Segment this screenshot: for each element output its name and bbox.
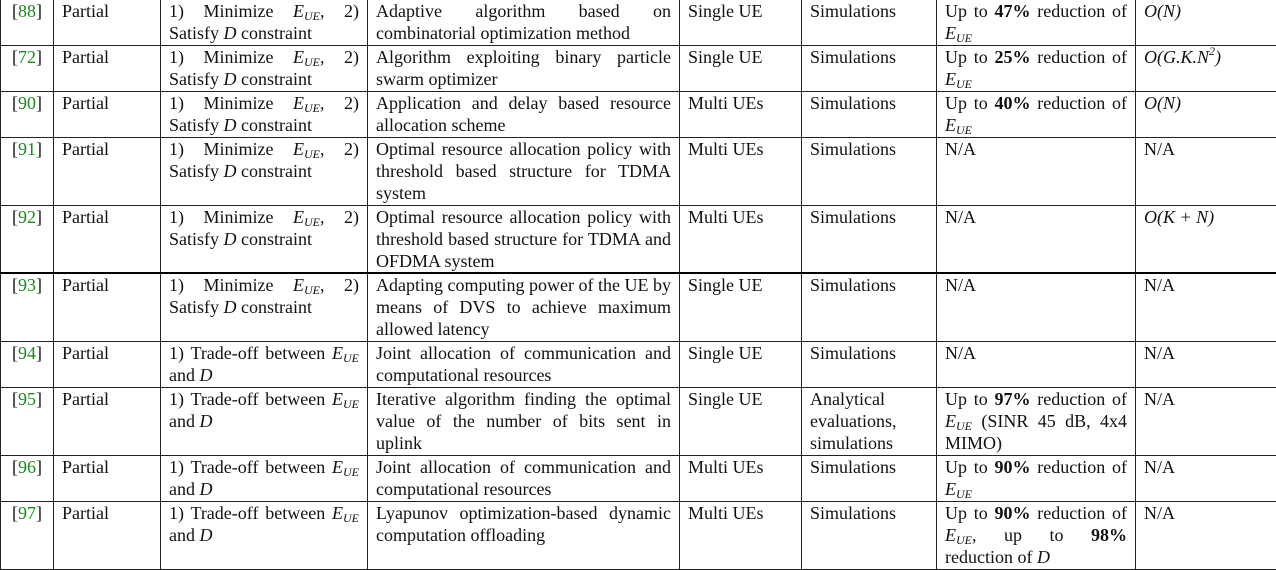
result-percentage: 90% [995, 503, 1031, 523]
result-percentage-2: 98% [1091, 525, 1127, 545]
complexity-cell [1136, 45, 1276, 91]
objective-middle: , 2) Satisfy [169, 139, 359, 181]
delay-variable: D [224, 23, 237, 43]
table-row [1, 91, 1276, 137]
complexity-exponent: 2 [1209, 45, 1215, 58]
evaluation-cell: Analytical evaluations, simulations [802, 387, 937, 455]
offloading-type-cell: Partial [54, 91, 161, 137]
objective-prefix: 1) Minimize [169, 275, 293, 295]
energy-variable: E [945, 23, 956, 43]
result-cell: N/A [937, 205, 1136, 273]
objective-suffix: constraint [237, 23, 312, 43]
scenario-cell: Single UE [680, 273, 802, 341]
citation-link[interactable]: 96 [18, 457, 36, 477]
objective-middle: and [169, 525, 200, 545]
objective-prefix: 1) Minimize [169, 1, 293, 21]
approach-cell: Adaptive algorithm based on combinatorial optimization method [368, 0, 680, 45]
result-label-2: reduction of [945, 547, 1037, 567]
energy-subscript: UE [956, 533, 972, 547]
result-prefix: Up to [945, 389, 995, 409]
energy-variable: E [293, 1, 304, 21]
complexity-value: O(N) [1144, 1, 1181, 21]
reference-cell: [72] [1, 45, 54, 91]
energy-variable: E [332, 457, 343, 477]
complexity-close: ) [1215, 47, 1221, 67]
result-label: reduction of [1031, 457, 1127, 477]
delay-variable: D [200, 525, 213, 545]
energy-variable: E [945, 411, 956, 431]
energy-variable: E [332, 389, 343, 409]
energy-subscript: UE [343, 351, 359, 365]
complexity-value: O(K + N) [1144, 207, 1214, 227]
table-row [1, 205, 1276, 273]
citation-link[interactable]: 88 [18, 1, 36, 21]
evaluation-cell: Simulations [802, 273, 937, 341]
result-label: reduction of [1031, 1, 1127, 21]
result-percentage: 90% [995, 457, 1031, 477]
objective-prefix: 1) Minimize [169, 93, 293, 113]
result-prefix: Up to [945, 503, 995, 523]
approach-cell: Optimal resource allocation policy with threshold based structure for TDMA system [368, 137, 680, 205]
objective-suffix: constraint [237, 229, 312, 249]
offloading-type-cell: Partial [54, 387, 161, 455]
energy-subscript: UE [343, 397, 359, 411]
objective-middle: and [169, 411, 200, 431]
result-label: reduction of [1031, 47, 1127, 67]
scenario-cell: Single UE [680, 387, 802, 455]
objective-suffix: constraint [237, 69, 312, 89]
result-cell: N/A [937, 341, 1136, 387]
objective-middle: , 2) Satisfy [169, 275, 359, 317]
energy-subscript: UE [304, 147, 320, 161]
objective-cell [161, 501, 368, 569]
table-row [1, 273, 1276, 341]
energy-variable: E [293, 207, 304, 227]
objective-middle: and [169, 479, 200, 499]
result-cell [937, 501, 1136, 569]
citation-link[interactable]: 93 [18, 275, 36, 295]
energy-subscript: UE [304, 101, 320, 115]
complexity-cell: N/A [1136, 273, 1276, 341]
scenario-cell: Multi UEs [680, 137, 802, 205]
offloading-type-cell: Partial [54, 45, 161, 91]
offloading-type-cell: Partial [54, 501, 161, 569]
approach-cell: Joint allocation of communication and computational resources [368, 341, 680, 387]
evaluation-cell: Simulations [802, 501, 937, 569]
evaluation-cell: Simulations [802, 341, 937, 387]
citation-link[interactable]: 94 [18, 343, 36, 363]
table-row [1, 0, 1276, 45]
objective-cell [161, 273, 368, 341]
result-cell: N/A [937, 273, 1136, 341]
table-row [1, 501, 1276, 569]
energy-variable: E [945, 115, 956, 135]
objective-prefix: 1) Minimize [169, 47, 293, 67]
table-row [1, 137, 1276, 205]
objective-suffix: constraint [237, 161, 312, 181]
objective-cell [161, 205, 368, 273]
scenario-cell: Single UE [680, 0, 802, 45]
reference-cell: [93] [1, 273, 54, 341]
complexity-value: O(G.K.N [1144, 47, 1209, 67]
complexity-cell: N/A [1136, 387, 1276, 455]
approach-cell: Application and delay based resource allocation scheme [368, 91, 680, 137]
table-row [1, 387, 1276, 455]
result-prefix: Up to [945, 93, 995, 113]
result-percentage: 25% [995, 47, 1031, 67]
delay-variable: D [224, 229, 237, 249]
evaluation-cell: Simulations [802, 0, 937, 45]
reference-cell: [95] [1, 387, 54, 455]
energy-subscript: UE [956, 77, 972, 91]
result-percentage: 97% [995, 389, 1031, 409]
energy-variable: E [945, 479, 956, 499]
objective-cell [161, 137, 368, 205]
complexity-cell: N/A [1136, 137, 1276, 205]
energy-subscript: UE [304, 9, 320, 23]
energy-variable: E [293, 139, 304, 159]
citation-link[interactable]: 91 [18, 139, 36, 159]
objective-cell [161, 455, 368, 501]
energy-variable: E [332, 343, 343, 363]
complexity-value: O(N) [1144, 93, 1181, 113]
citation-link[interactable]: 90 [18, 93, 36, 113]
objective-suffix: constraint [237, 297, 312, 317]
objective-middle: and [169, 365, 200, 385]
energy-subscript: UE [343, 465, 359, 479]
result-percentage: 47% [995, 1, 1031, 21]
energy-subscript: UE [956, 487, 972, 501]
result-cell [937, 387, 1136, 455]
result-prefix: Up to [945, 1, 995, 21]
objective-cell [161, 0, 368, 45]
objective-middle: , 2) Satisfy [169, 1, 359, 43]
citation-link[interactable]: 97 [18, 503, 36, 523]
energy-variable: E [293, 47, 304, 67]
scenario-cell: Multi UEs [680, 205, 802, 273]
objective-prefix: 1) Minimize [169, 139, 293, 159]
result-prefix: Up to [945, 457, 995, 477]
result-label: reduction of [1031, 503, 1127, 523]
objective-middle: , 2) Satisfy [169, 93, 359, 135]
energy-variable: E [293, 275, 304, 295]
energy-subscript: UE [304, 215, 320, 229]
result-cell [937, 455, 1136, 501]
scenario-cell: Single UE [680, 45, 802, 91]
table-body [1, 0, 1276, 569]
complexity-cell [1136, 205, 1276, 273]
objective-middle: , 2) Satisfy [169, 207, 359, 249]
complexity-cell [1136, 91, 1276, 137]
energy-subscript: UE [956, 123, 972, 137]
energy-subscript: UE [956, 419, 972, 433]
scenario-cell: Single UE [680, 341, 802, 387]
complexity-cell: N/A [1136, 455, 1276, 501]
evaluation-cell: Simulations [802, 91, 937, 137]
energy-variable: E [945, 525, 956, 545]
objective-cell [161, 387, 368, 455]
complexity-cell: N/A [1136, 501, 1276, 569]
approach-cell: Algorithm exploiting binary particle swarm optimizer [368, 45, 680, 91]
delay-variable: D [224, 161, 237, 181]
offloading-type-cell: Partial [54, 341, 161, 387]
reference-cell: [92] [1, 205, 54, 273]
approach-cell: Lyapunov optimization-based dynamic computation offloading [368, 501, 680, 569]
evaluation-cell: Simulations [802, 137, 937, 205]
result-cell [937, 0, 1136, 45]
offloading-type-cell: Partial [54, 455, 161, 501]
delay-variable: D [200, 479, 213, 499]
energy-subscript: UE [304, 283, 320, 297]
offloading-type-cell: Partial [54, 273, 161, 341]
citation-link[interactable]: 95 [18, 389, 36, 409]
delay-variable: D [1037, 547, 1050, 567]
result-label: reduction of [1031, 93, 1127, 113]
objective-cell [161, 341, 368, 387]
citation-link[interactable]: 92 [18, 207, 36, 227]
complexity-cell [1136, 0, 1276, 45]
approach-cell: Iterative algorithm finding the optimal value of the number of bits sent in uplink [368, 387, 680, 455]
reference-cell: [94] [1, 341, 54, 387]
objective-cell [161, 91, 368, 137]
offloading-type-cell: Partial [54, 205, 161, 273]
evaluation-cell: Simulations [802, 205, 937, 273]
approach-cell: Adapting computing power of the UE by means of DVS to achieve maximum allowed latency [368, 273, 680, 341]
energy-subscript: UE [956, 31, 972, 45]
objective-prefix: 1) Trade-off between [169, 457, 332, 477]
evaluation-cell: Simulations [802, 455, 937, 501]
objective-middle: , 2) Satisfy [169, 47, 359, 89]
reference-cell: [97] [1, 501, 54, 569]
approach-cell: Joint allocation of communication and computational resources [368, 455, 680, 501]
reference-cell: [96] [1, 455, 54, 501]
energy-variable: E [293, 93, 304, 113]
result-prefix: Up to [945, 47, 995, 67]
objective-prefix: 1) Trade-off between [169, 503, 332, 523]
reference-cell: [90] [1, 91, 54, 137]
objective-prefix: 1) Trade-off between [169, 343, 332, 363]
evaluation-cell: Simulations [802, 45, 937, 91]
table-row [1, 45, 1276, 91]
reference-cell: [91] [1, 137, 54, 205]
objective-prefix: 1) Trade-off between [169, 389, 332, 409]
delay-variable: D [224, 115, 237, 135]
result-cell [937, 91, 1136, 137]
result-middle: , up to [972, 525, 1091, 545]
objective-suffix: constraint [237, 115, 312, 135]
delay-variable: D [200, 411, 213, 431]
scenario-cell: Multi UEs [680, 455, 802, 501]
complexity-cell: N/A [1136, 341, 1276, 387]
result-cell [937, 45, 1136, 91]
offloading-type-cell: Partial [54, 137, 161, 205]
reference-cell: [88] [1, 0, 54, 45]
result-cell: N/A [937, 137, 1136, 205]
offloading-type-cell: Partial [54, 0, 161, 45]
citation-link[interactable]: 72 [18, 47, 36, 67]
result-conditions: (SINR 45 dB, 4x4 MIMO) [945, 411, 1127, 453]
result-label: reduction of [1031, 389, 1127, 409]
scenario-cell: Multi UEs [680, 91, 802, 137]
table-row [1, 341, 1276, 387]
energy-subscript: UE [304, 55, 320, 69]
energy-variable: E [945, 69, 956, 89]
result-percentage: 40% [995, 93, 1031, 113]
energy-variable: E [332, 503, 343, 523]
delay-variable: D [224, 69, 237, 89]
objective-prefix: 1) Minimize [169, 207, 293, 227]
scenario-cell: Multi UEs [680, 501, 802, 569]
objective-cell [161, 45, 368, 91]
table-row [1, 455, 1276, 501]
delay-variable: D [200, 365, 213, 385]
energy-subscript: UE [343, 511, 359, 525]
delay-variable: D [224, 297, 237, 317]
approach-cell: Optimal resource allocation policy with threshold based structure for TDMA and OFDMA system [368, 205, 680, 273]
